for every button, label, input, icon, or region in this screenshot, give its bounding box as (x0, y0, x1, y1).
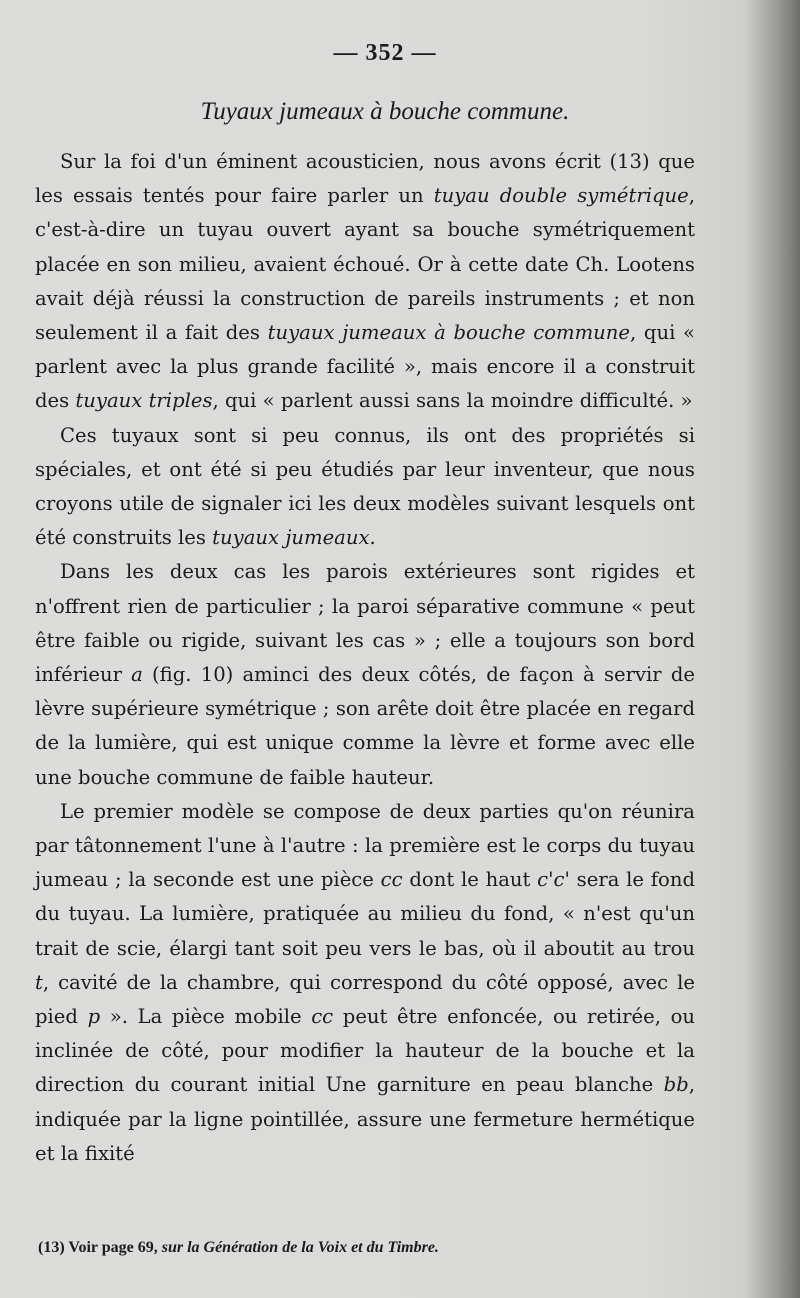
italic-text: sur la Génération de la Voix et du Timbre. (161, 1239, 439, 1256)
text-run: , qui « parlent aussi sans la moindre difficulté. » (212, 389, 693, 413)
text-run: , qui « parlent avec la plus grande facilité », mais encore il a construit des (35, 321, 695, 413)
paragraph-2 (35, 419, 695, 556)
footnote (38, 1239, 698, 1257)
text-run: Dans les deux cas les parois extérieures sont rigides et n'offrent rien de particulier ; la paroi séparative commune « peut être faible ou rigide, suivant les cas » ; elle a toujours son bord inférieur (35, 560, 695, 687)
text-run: Le premier modèle se compose de deux parties qu'on réunira par tâtonnement l'une à l'autre : la première est le corps du tuyau jumeau ; la seconde est une pièce (35, 799, 695, 892)
text-run: , indiquée par la ligne pointillée, assure une fermeture hermétique et la fixité (35, 1073, 695, 1165)
text-run: Ces tuyaux sont si peu connus, ils ont des propriétés si spéciales, et ont été si peu étudiés par leur inventeur, que nous croyons utile de signaler ici les deux modèles suivant lesquels ont été construits les (35, 423, 695, 550)
italic-text: p (87, 1005, 101, 1029)
text-run: , c'est-à-dire un tuyau ouvert ayant sa bouche symétriquement placée en son milieu, avaient échoué. Or à cette date Ch. Lootens avait déjà réussi la construction de pareils instruments ; et non seulement il a fait des (35, 184, 695, 345)
italic-text: cc (311, 1005, 334, 1029)
italic-text: t (35, 970, 43, 994)
paragraph-3 (35, 555, 695, 794)
text-run: dont le haut (402, 868, 538, 892)
italic-text: a (131, 663, 143, 687)
italic-text: tuyau double symétrique (433, 184, 689, 208)
text-run: peut être enfoncée, ou retirée, ou inclinée de côté, pour modifier la hauteur de la bouche et la direction du courant initial Une garniture en peau blanche (35, 1005, 695, 1097)
italic-text: tuyaux jumeaux à bouche commune (267, 321, 631, 345)
text-run: (13) Voir page 69, (38, 1239, 162, 1256)
text-run: (fig. 10) aminci des deux côtés, de façon à servir de lèvre supérieure symétrique ; son arête doit être placée en regard de la lumière, qui est unique comme la lèvre et forme avec elle une bouche commune de faible hauteur. (35, 663, 695, 789)
paragraph-1 (35, 145, 695, 419)
italic-text: tuyaux jumeaux. (212, 526, 376, 550)
text-run: Sur la foi d'un éminent acousticien, nous avons écrit (13) que les essais tentés pour faire parler un (35, 150, 695, 208)
paragraph-4 (35, 795, 695, 1171)
italic-text: bb (663, 1073, 689, 1097)
italic-text: tuyaux triples (75, 389, 213, 413)
text-run: , cavité de la chambre, qui correspond du côté opposé, avec le pied (35, 970, 695, 1029)
italic-text: c'c' (537, 868, 570, 892)
body-text (35, 145, 695, 1171)
italic-text: cc (380, 868, 403, 892)
text-run: ». La pièce mobile (100, 1005, 312, 1029)
page-number: — 352 — (333, 40, 437, 66)
text-run: sera le fond du tuyau. La lumière, pratiquée au milieu du fond, « n'est qu'un trait de scie, élargi tant soit peu vers le bas, où il aboutit au trou (35, 868, 695, 960)
section-title: Tuyaux jumeaux à bouche commune. (200, 98, 570, 125)
